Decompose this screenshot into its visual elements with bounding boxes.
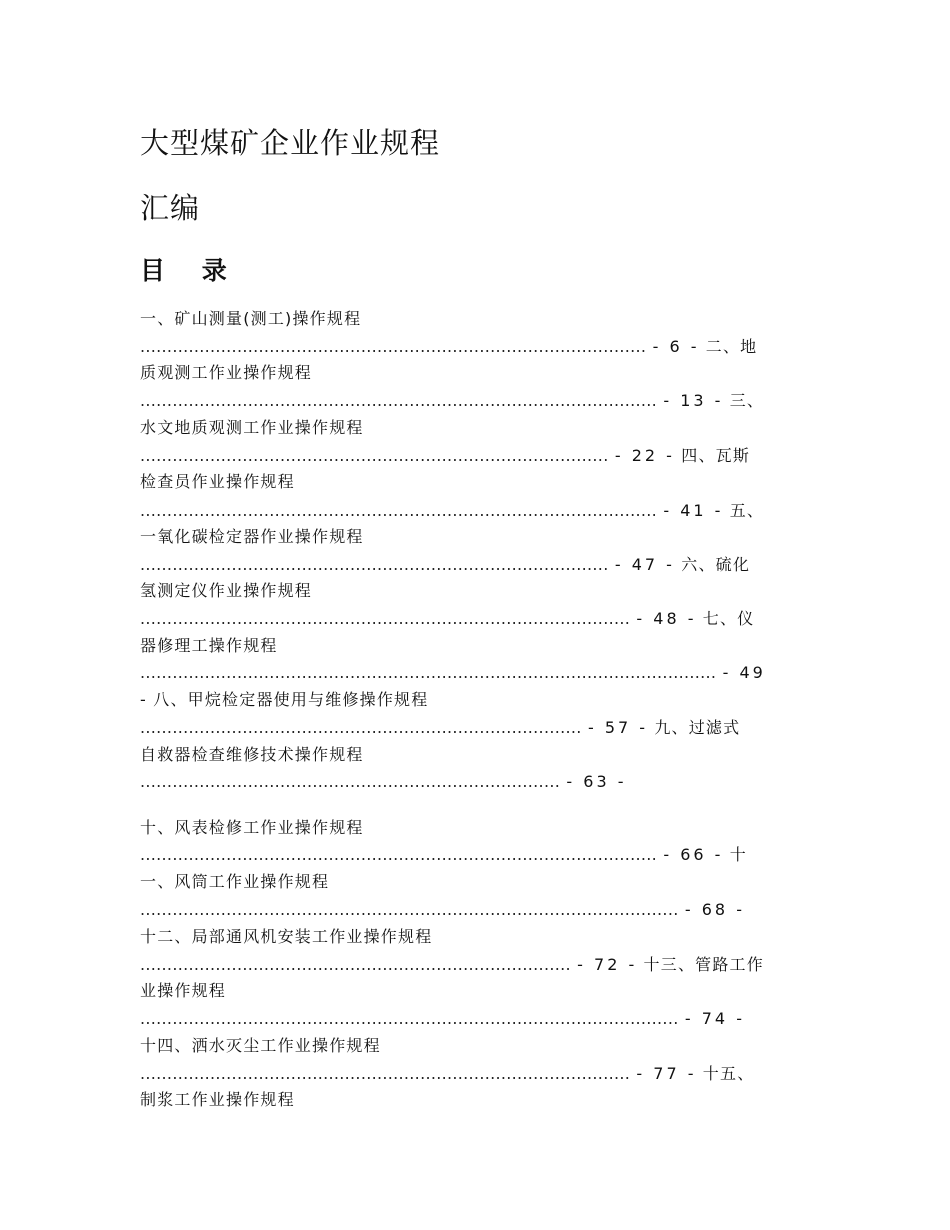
- toc-leader-line: [140, 445, 750, 467]
- toc-entry-continuation: 九、过滤式: [654, 718, 741, 737]
- dot-leader: ................................................................................................: [140, 501, 658, 520]
- page-number: - 22 -: [614, 446, 675, 465]
- toc-line: 一、矿山测量(测工)操作规程: [140, 309, 362, 328]
- toc-line: 业操作规程: [140, 981, 227, 1000]
- toc-line: 水文地质观测工作业操作规程: [140, 418, 364, 437]
- page-number: - 41 -: [663, 501, 724, 520]
- toc-leader-line: [140, 954, 764, 976]
- page-number: - 77 -: [636, 1064, 697, 1083]
- toc-line: 自救器检查维修技术操作规程: [140, 745, 364, 764]
- document-title-line2: 汇编: [140, 191, 201, 225]
- toc-line: - 八、甲烷检定器使用与维修操作规程: [140, 690, 429, 709]
- dot-leader: ....................................................................................................: [140, 1009, 679, 1028]
- toc-line: 十四、洒水灭尘工作业操作规程: [140, 1036, 381, 1055]
- toc-leader-line: [140, 771, 626, 793]
- dot-leader: ................................................................................................: [140, 845, 658, 864]
- toc-line: 器修理工操作规程: [140, 636, 278, 655]
- dot-leader: ....................................................................................................: [140, 900, 679, 919]
- page-number: - 68 -: [684, 900, 745, 919]
- dot-leader: ................................................................................: [140, 955, 571, 974]
- page-number: - 66 -: [663, 845, 724, 864]
- toc-leader-line: [140, 844, 747, 866]
- dot-leader: ................................................................................................: [140, 391, 658, 410]
- toc-entry-continuation: 十: [729, 845, 747, 864]
- toc-line: 制浆工作业操作规程: [140, 1090, 295, 1109]
- toc-leader-line: [140, 336, 757, 358]
- dot-leader: ..............................................................................................: [140, 337, 647, 356]
- toc-line: 一氧化碳检定器作业操作规程: [140, 527, 364, 546]
- toc-heading: 目 录: [140, 256, 241, 285]
- document-title-line1: 大型煤矿企业作业规程: [140, 126, 441, 160]
- dot-leader: ..............................................................................: [140, 772, 561, 791]
- page-number: - 74 -: [684, 1009, 745, 1028]
- toc-leader-line: [140, 717, 740, 739]
- toc-line: 氢测定仪作业操作规程: [140, 581, 313, 600]
- page-number: - 47 -: [614, 555, 675, 574]
- toc-leader-line: [140, 662, 766, 684]
- page-number: - 49: [722, 663, 766, 682]
- toc-line: 十、风表检修工作业操作规程: [140, 818, 364, 837]
- dot-leader: ...........................................................................................: [140, 609, 631, 628]
- toc-leader-line: [140, 500, 764, 522]
- dot-leader: ...........................................................................................: [140, 1064, 631, 1083]
- page-number: - 13 -: [663, 391, 724, 410]
- toc-leader-line: [140, 554, 750, 576]
- toc-line: 质观测工作业操作规程: [140, 363, 313, 382]
- dot-leader: ..................................................................................: [140, 718, 582, 737]
- toc-leader-line: [140, 608, 754, 630]
- toc-entry-continuation: 十五、: [702, 1064, 755, 1083]
- toc-entry-continuation: 五、: [729, 501, 765, 520]
- page-number: - 72 -: [577, 955, 638, 974]
- toc-entry-continuation: 七、仪: [702, 609, 755, 628]
- page-number: - 63 -: [566, 772, 627, 791]
- toc-entry-continuation: 二、地: [705, 337, 758, 356]
- toc-leader-line: [140, 899, 745, 921]
- page-number: - 6 -: [652, 337, 700, 356]
- toc-entry-continuation: 六、硫化: [681, 555, 751, 574]
- toc-leader-line: [140, 1008, 745, 1030]
- toc-leader-line: [140, 390, 764, 412]
- dot-leader: ...........................................................................................................: [140, 663, 717, 682]
- dot-leader: .......................................................................................: [140, 555, 609, 574]
- toc-line: 一、风筒工作业操作规程: [140, 872, 330, 891]
- toc-entry-continuation: 三、: [729, 391, 765, 410]
- toc-line: 检查员作业操作规程: [140, 472, 295, 491]
- toc-entry-continuation: 十三、管路工作: [643, 955, 764, 974]
- toc-entry-continuation: 四、瓦斯: [681, 446, 751, 465]
- page-number: - 48 -: [636, 609, 697, 628]
- page-number: - 57 -: [587, 718, 649, 737]
- toc-line: 十二、局部通风机安装工作业操作规程: [140, 927, 433, 946]
- toc-leader-line: [140, 1063, 754, 1085]
- dot-leader: .......................................................................................: [140, 446, 609, 465]
